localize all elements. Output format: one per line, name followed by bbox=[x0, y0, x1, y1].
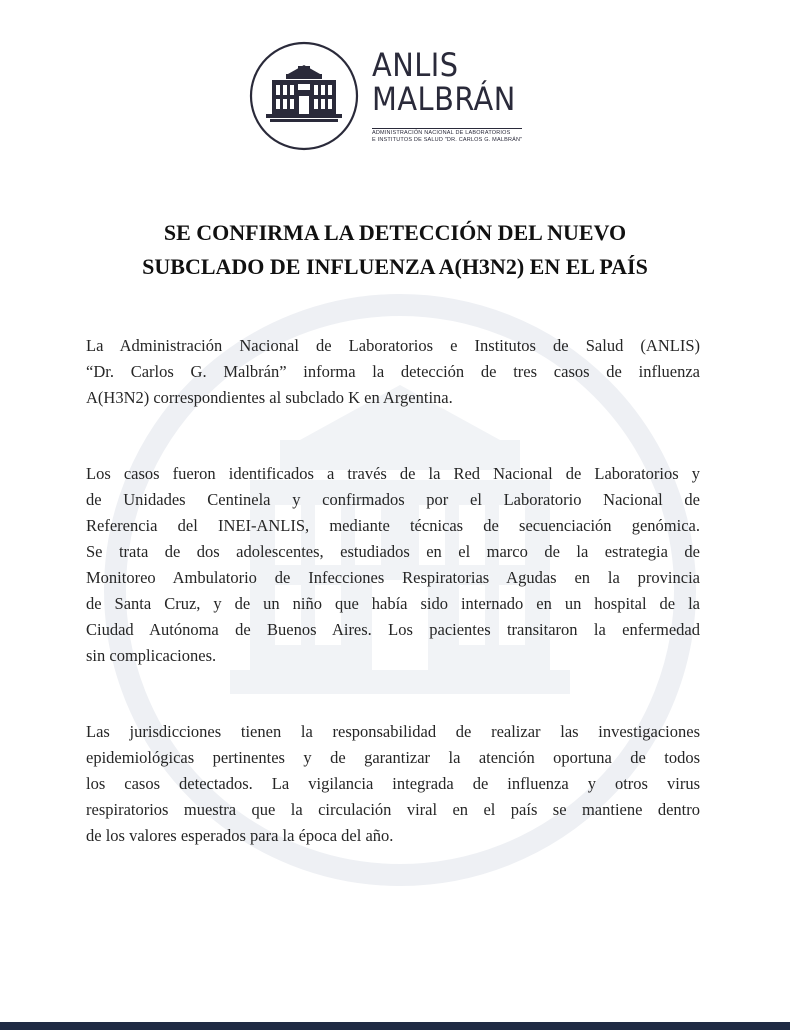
paragraph-2 bbox=[86, 461, 700, 669]
paragraph-line: “Dr. Carlos G. Malbrán” informa la detección de tres casos de influenza bbox=[86, 362, 700, 381]
paragraph-line: de Unidades Centinela y confirmados por el Laboratorio Nacional de bbox=[86, 490, 700, 509]
building-emblem-icon bbox=[248, 40, 360, 152]
document-body bbox=[86, 333, 700, 899]
paragraph-line: La Administración Nacional de Laboratorios e Institutos de Salud (ANLIS) bbox=[86, 336, 700, 355]
paragraph-line: los casos detectados. La vigilancia integrada de influenza y otros virus bbox=[86, 774, 700, 793]
paragraph-line: de Santa Cruz, y de un niño que había sido internado en un hospital de la bbox=[86, 594, 700, 613]
paragraph-line: epidemiológicas pertinentes y de garantizar la atención oportuna de todos bbox=[86, 748, 700, 767]
paragraph-line: Monitoreo Ambulatorio de Infecciones Respiratorias Agudas en la provincia bbox=[86, 568, 700, 587]
logo-name-line2: MALBRÁN bbox=[372, 80, 516, 118]
paragraph-line: Referencia del INEI-ANLIS, mediante técnicas de secuenciación genómica. bbox=[86, 516, 700, 535]
logo-subtitle bbox=[372, 128, 522, 144]
logo-name-line1: ANLIS bbox=[372, 46, 459, 84]
paragraph-line: Los casos fueron identificados a través de la Red Nacional de Laboratorios y bbox=[86, 464, 700, 483]
title-line1: SE CONFIRMA LA DETECCIÓN DEL NUEVO bbox=[163, 220, 627, 245]
logo-sub-line2: E INSTITUTOS DE SALUD "DR. CARLOS G. MALBRÁN" bbox=[372, 137, 523, 143]
logo-wordmark bbox=[372, 48, 516, 116]
paragraph-line: Ciudad Autónoma de Buenos Aires. Los pacientes transitaron la enfermedad bbox=[86, 620, 700, 639]
title-line2: SUBCLADO DE INFLUENZA A(H3N2) EN EL PAÍS bbox=[142, 254, 648, 279]
anlis-logo bbox=[248, 40, 548, 152]
paragraph-line: sin complicaciones. bbox=[86, 646, 217, 665]
paragraph-line: Se trata de dos adolescentes, estudiados en el marco de la estrategia de bbox=[86, 542, 700, 561]
paragraph-line: de los valores esperados para la época del año. bbox=[86, 826, 394, 845]
footer-bar bbox=[0, 1022, 790, 1030]
paragraph-3 bbox=[86, 719, 700, 849]
paragraph-line: A(H3N2) correspondientes al subclado K en Argentina. bbox=[86, 388, 453, 407]
paragraph-line: Las jurisdicciones tienen la responsabilidad de realizar las investigaciones bbox=[86, 722, 700, 741]
paragraph-line: respiratorios muestra que la circulación viral en el país se mantiene dentro bbox=[86, 800, 700, 819]
logo-sub-line1: ADMINISTRACIÓN NACIONAL DE LABORATORIOS bbox=[372, 130, 511, 136]
paragraph-1 bbox=[86, 333, 700, 411]
document-title bbox=[60, 216, 730, 284]
